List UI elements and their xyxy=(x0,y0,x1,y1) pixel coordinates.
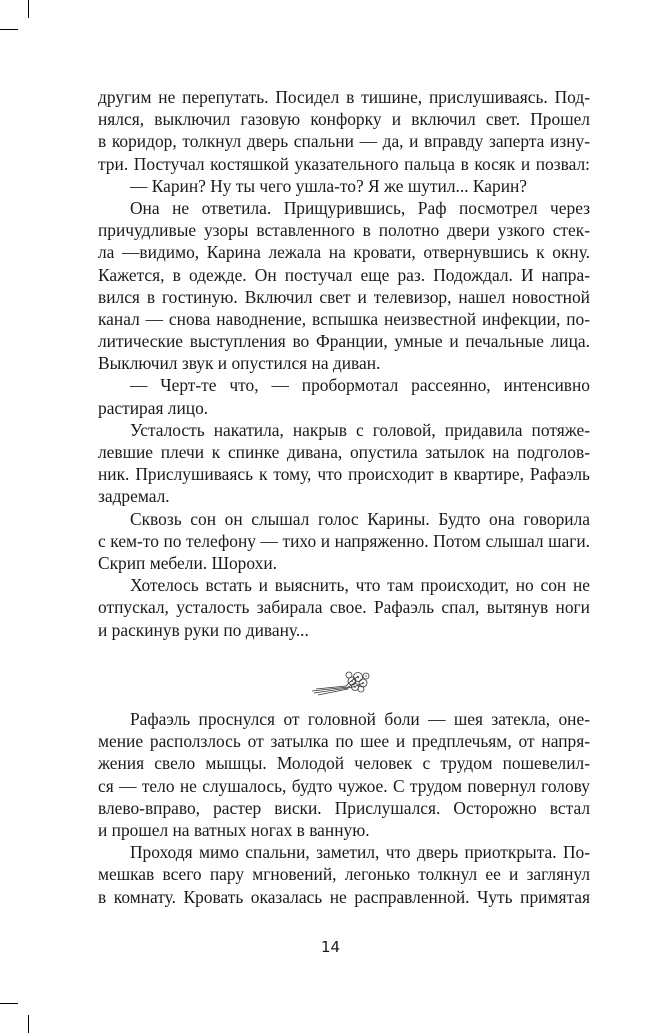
crop-mark-bottom-left-horizontal xyxy=(0,1003,18,1004)
text-line: литические выступления во Франции, умные и печальные лица. xyxy=(98,331,590,352)
text-line: в комнату. Кровать оказалась не расправленной. Чуть примятая xyxy=(98,886,590,907)
text-line: левшие плечи к спинке дивана, опустила затылок на подголов- xyxy=(98,442,590,462)
text-line: задремал. xyxy=(98,486,170,507)
text-line: причудливые узоры вставленного в полотно двери узкого стек- xyxy=(98,220,590,241)
text-section-1 xyxy=(98,86,590,641)
text-line: и прошел на ватных ногах в ванную. xyxy=(98,819,370,840)
text-line: в коридор, толкнул дверь спальни — да, и вправду заперта изну- xyxy=(98,131,590,152)
text-line: Проходя мимо спальни, заметил, что дверь приоткрыта. По- xyxy=(130,842,590,863)
text-line: канал — снова наводнение, вспышка неизвестной инфекции, по- xyxy=(98,308,590,329)
text-line: Сквозь сон он слышал голос Карины. Будто она говорила xyxy=(130,508,590,529)
text-line: Выключил звук и опустился на диван. xyxy=(98,353,381,374)
text-line: растирая лицо. xyxy=(98,397,209,418)
text-line: мение расползлось от затылка по шее и предплечьям, от напря- xyxy=(98,731,590,752)
text-line: Она не ответила. Прищурившись, Раф посмотрел через xyxy=(130,197,590,218)
text-section-2 xyxy=(98,708,590,908)
text-line: вился в гостиную. Включил свет и телевизор, нашел новостной xyxy=(98,286,590,307)
text-line: Скрип мебели. Шорохи. xyxy=(98,552,277,573)
text-line: отпускал, усталость забирала свое. Рафаэль спал, вытянув ноги xyxy=(98,597,590,618)
text-line: другим не перепутать. Посидел в тишине, прислушиваясь. Под- xyxy=(98,87,590,107)
text-line: ник. Прислушиваясь к тому, что происходит в квартире, Рафаэль xyxy=(98,464,590,485)
text-line: жения свело мышцы. Молодой человек с трудом пошевелил- xyxy=(98,753,590,774)
text-line: Усталость накатила, накрыв с головой, придавила потяже- xyxy=(130,419,590,440)
text-line: мешкав всего пару мгновений, легонько толкнул ее и заглянул xyxy=(98,864,590,885)
text-line: с кем-то по телефону — тихо и напряженно. Потом слышал шаги. xyxy=(98,530,590,551)
text-line: и раскинув руки по дивану... xyxy=(98,619,309,640)
text-line: ся — тело не слушалось, будто чужое. С трудом повернул голову xyxy=(98,775,590,796)
text-line: — Черт-те что, — пробормотал рассеянно, интенсивно xyxy=(130,375,590,396)
crop-mark-top-left-horizontal xyxy=(0,29,18,30)
page-number: 14 xyxy=(320,938,341,956)
crop-mark-bottom-left-vertical xyxy=(28,1015,29,1033)
text-line: Кажется, в одежде. Он постучал еще раз. Подождал. И напра- xyxy=(98,264,590,285)
crop-mark-top-left-vertical xyxy=(28,0,29,18)
text-line: три. Постучал костяшкой указательного пальца в косяк и позвал: xyxy=(98,153,590,174)
text-line: — Карин? Ну ты чего ушла-то? Я же шутил... Карин? xyxy=(130,175,528,196)
text-line: ла —видимо, Карина лежала на кровати, отвернувшись к окну. xyxy=(98,242,590,263)
text-line: Хотелось встать и выяснить, что там происходит, но сон не xyxy=(130,575,590,596)
text-line: Рафаэль проснулся от головной боли — шея затекла, оне- xyxy=(130,709,590,729)
text-line: влево-вправо, растер виски. Прислушался. Осторожно встал xyxy=(98,797,590,818)
text-line: нялся, выключил газовую конфорку и включил свет. Прошел xyxy=(98,109,590,130)
flower-bouquet-ornament-icon xyxy=(308,667,374,699)
